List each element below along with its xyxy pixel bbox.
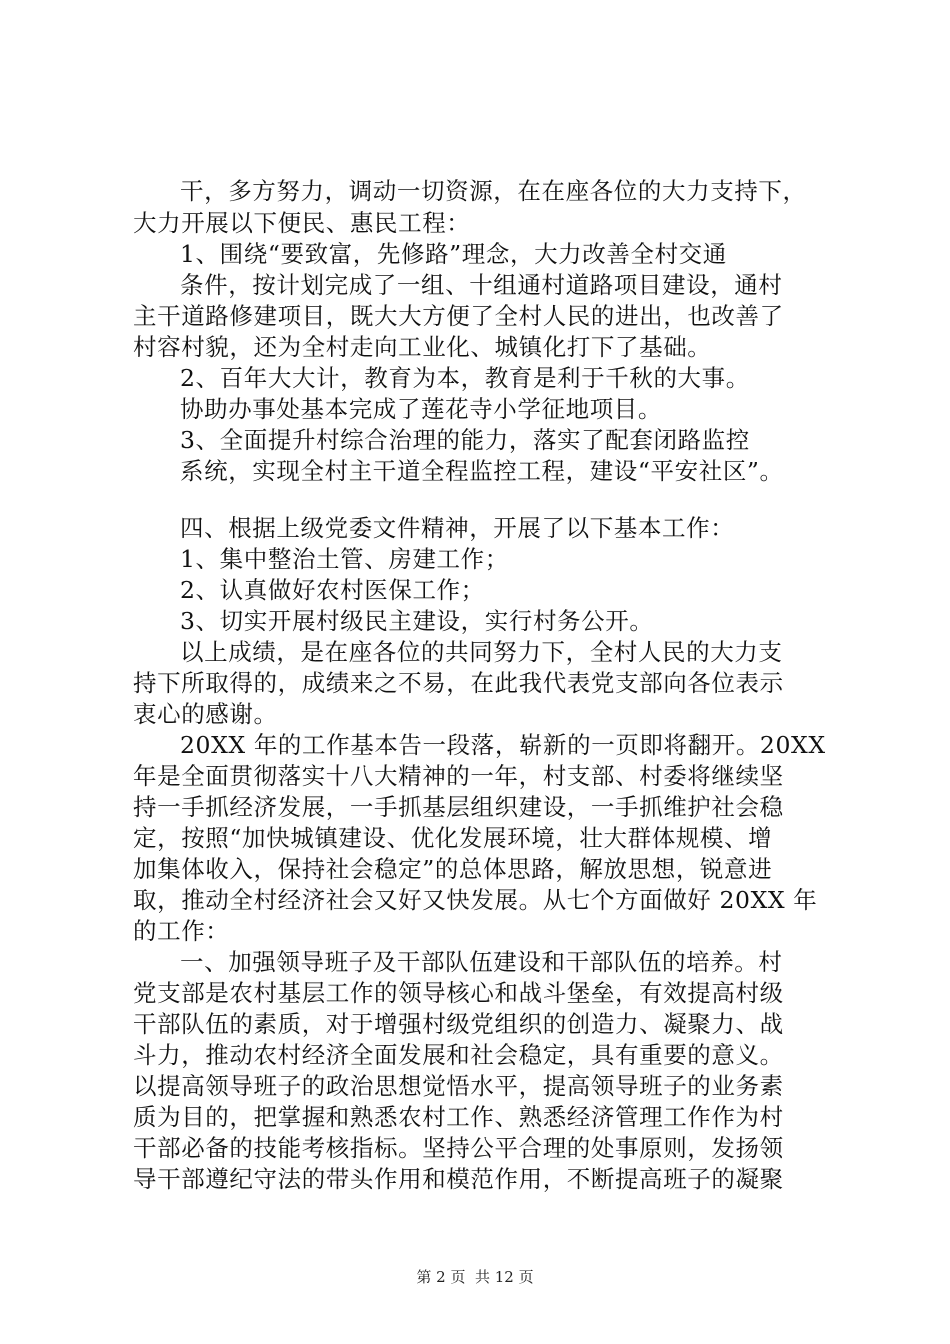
text-line: 持一手抓经济发展，一手抓基层组织建设，一手抓维护社会稳 [133,793,784,821]
text-line: 取，推动全村经济社会又好又快发展。从七个方面做好 20XX 年 [133,886,818,914]
page-number-footer: 第 2 页 共 12 页 [416,1268,534,1286]
text-line: 系统，实现全村主干道全程监控工程，建设“平安社区”。 [180,457,784,485]
text-line: 2、认真做好农村医保工作； [180,576,485,604]
text-line: 定，按照“加快城镇建设、优化发展环境，壮大群体规模、增 [133,824,773,852]
text-line: 协助办事处基本完成了莲花寺小学征地项目。 [180,395,662,423]
text-line: 四、根据上级党委文件精神，开展了以下基本工作： [180,514,735,542]
text-line: 条件，按计划完成了一组、十组通村道路项目建设，通村 [180,271,783,299]
text-line: 导干部遵纪守法的带头作用和模范作用，不断提高班子的凝聚 [133,1165,784,1193]
text-line: 一、加强领导班子及干部队伍建设和干部队伍的培养。村 [180,948,783,976]
text-line: 加集体收入，保持社会稳定”的总体思路，解放思想，锐意进 [133,855,773,883]
text-line: 干，多方努力，调动一切资源，在在座各位的大力支持下， [180,177,807,205]
text-line: 1、集中整治土管、房建工作； [180,545,509,573]
text-line: 2、百年大大计，教育为本，教育是利于千秋的大事。 [180,364,750,392]
text-line: 干部队伍的素质，对于增强村级党组织的创造力、凝聚力、战 [133,1010,784,1038]
text-line: 年是全面贯彻落实十八大精神的一年，村支部、村委将继续坚 [133,762,784,790]
text-line: 3、切实开展村级民主建设，实行村务公开。 [180,607,654,635]
text-line: 持下所取得的，成绩来之不易，在此我代表党支部向各位表示 [133,669,784,697]
text-line: 20XX 年的工作基本告一段落，崭新的一页即将翻开。20XX [180,731,826,759]
text-line: 的工作： [133,917,230,945]
text-line: 村容村貌，还为全村走向工业化、城镇化打下了基础。 [133,333,712,361]
text-line: 干部必备的技能考核指标。坚持公平合理的处事原则，发扬领 [133,1134,784,1162]
text-line: 质为目的，把掌握和熟悉农村工作、熟悉经济管理工作作为村 [133,1103,784,1131]
text-line: 1、围绕“要致富，先修路”理念，大力改善全村交通 [180,240,727,268]
text-line: 斗力，推动农村经济全面发展和社会稳定，具有重要的意义。 [133,1041,784,1069]
text-line: 党支部是农村基层工作的领导核心和战斗堡垒，有效提高村级 [133,979,784,1007]
text-line: 主干道路修建项目，既大大方便了全村人民的进出，也改善了 [133,302,784,330]
text-line: 衷心的感谢。 [133,700,278,728]
text-line: 3、全面提升村综合治理的能力，落实了配套闭路监控 [180,426,750,454]
text-line: 以上成绩，是在座各位的共同努力下，全村人民的大力支 [180,638,783,666]
text-line: 大力开展以下便民、惠民工程： [133,209,471,237]
text-line: 以提高领导班子的政治思想觉悟水平，提高领导班子的业务素 [133,1072,784,1100]
